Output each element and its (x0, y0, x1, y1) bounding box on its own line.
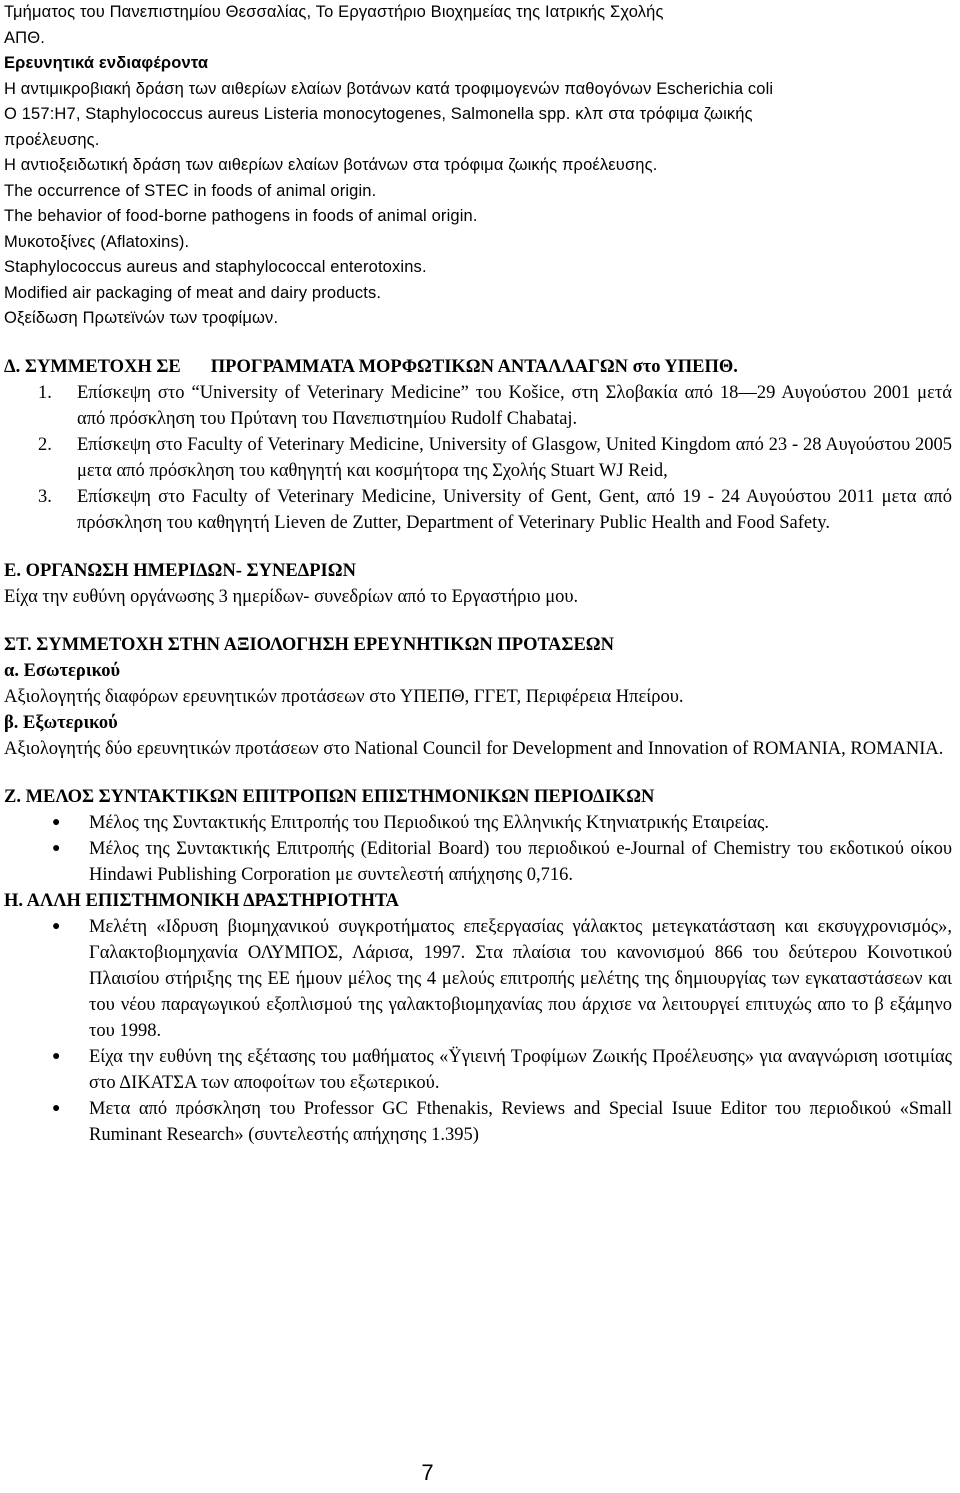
research-interests (4, 51, 952, 332)
page-number: 7 (421, 1460, 434, 1485)
intro-line: Τμήματος του Πανεπιστημίου Θεσσαλίας, Το Εργαστήριο Βιοχημείας της Ιατρικής Σχολής (4, 3, 664, 21)
bullet-icon: ● (52, 1048, 61, 1064)
research-line: Η αντιμικροβιακή δράση των αιθερίων ελαίων βοτάνων κατά τροφιμογενών παθογόνων Escherichia coli (4, 79, 774, 98)
section-d-label: Δ. ΣΥΜΜΕΤΟΧΗ ΣΕ (4, 356, 181, 377)
bullet-icon: ● (52, 814, 61, 830)
item-text: Επίσκεψη στο Faculty of Veterinary Medicine, University of Glasgow, United Kingdom από 23 - 28 Αυγούστου 2005 μετα από πρόσκληση του καθηγητή και κοσμήτορα της Σχολής Stuart WJ Reid, (77, 434, 952, 481)
intro-line: ΑΠΘ. (4, 28, 45, 47)
exchange-visits-list (4, 380, 952, 536)
item-text: Επίσκεψη στο Faculty of Veterinary Medicine, University of Gent, Gent, από 19 - 24 Αυγούστου 2011 μετα από πρόσκληση του καθηγητή Lieven de Zutter, Department of Veterinary Public Health and Food Safety. (77, 486, 952, 533)
list-item (4, 836, 952, 888)
list-item (4, 380, 952, 432)
list-item (4, 1096, 952, 1148)
research-line: Η αντιοξειδωτική δράση των αιθερίων ελαίων βοτάνων στα τρόφιμα ζωικής προέλευσης. (4, 156, 658, 174)
item-number: 1. (38, 382, 52, 403)
research-line: Μυκοτοξίνες (Aflatoxins). (4, 232, 190, 251)
research-line: προέλευσης. (4, 130, 100, 149)
section-z-heading: Ζ. ΜΕΛΟΣ ΣΥΝΤΑΚΤΙΚΩΝ ΕΠΙΤΡΟΠΩΝ ΕΠΙΣΤΗΜΟΝΙΚΩΝ ΠΕΡΙΟΔΙΚΩΝ (4, 786, 655, 807)
section-e-text: Είχα την ευθύνη οργάνωσης 3 ημερίδων- συνεδρίων από το Εργαστήριο μου. (4, 586, 579, 607)
item-number: 3. (38, 486, 52, 507)
list-item (4, 914, 952, 1044)
research-line: Modified air packaging of meat and dairy products. (4, 283, 382, 302)
section-d-title: ΠΡΟΓΡΑΜΜΑΤΑ ΜΟΡΦΩΤΙΚΩΝ ΑΝΤΑΛΛΑΓΩΝ στο ΥΠΕΠΘ. (210, 356, 738, 377)
section-d-heading (4, 354, 952, 380)
item-text: Μέλος της Συντακτικής Επιτροπής του Περιοδικού της Ελληνικής Κτηνιατρικής Εταιρείας. (89, 812, 769, 833)
research-line: Οξείδωση Πρωτεϊνών των τροφίμων. (4, 309, 279, 327)
internal-subheading: α. Εσωτερικού (4, 660, 121, 681)
research-line: The occurrence of STEC in foods of animal origin. (4, 181, 377, 200)
item-text: Είχα την ευθύνη της εξέτασης του μαθήματος «Ϋγιεινή Τροφίμων Ζωικής Προέλευσης» για αναγνώριση ισοτιμίας στο ΔΙΚΑΤΣΑ των αποφοίτων του εξωτερικού. (89, 1046, 952, 1093)
bullet-icon: ● (52, 840, 61, 856)
editorial-boards-list (4, 810, 952, 888)
list-item (4, 484, 952, 536)
external-text: Αξιολογητής δύο ερευνητικών προτάσεων στο National Council for Development and Innovation of ROMANIA, ROMANIA. (4, 738, 944, 759)
item-text: Μετα από πρόσκληση του Professor GC Fthenakis, Reviews and Special Isuue Editor του περιοδικού «Small Ruminant Research» (συντελεστής απήχησης 1.395) (89, 1098, 952, 1145)
item-text: Μελέτη «Ιδρυση βιομηχανικού συγκροτήματος επεξεργασίας γάλακτος μετεγκατάσταση και εκσυγχρονισμός», Γαλακτοβιομηχανία ΟΛΥΜΠΟΣ, Λάρισα, 1997. Στα πλαίσια του κανονισμού 866 του δεύτερου Κοινοτικού Πλαισίου στήριξης της ΕΕ ήμουν μέλος της 4 μελούς επιτροπής μελέτης της δημιουργίας των εγκαταστάσεων και του νέου παραγωγικού εξοπλισμού της γαλακτοβιομηχανίας που άρχισε να λειτουργεί επιτυχώς απο το β εξάμηνο του 1998. (89, 916, 952, 1041)
item-number: 2. (38, 434, 52, 455)
other-activity-list (4, 914, 952, 1148)
document-body (4, 0, 952, 1148)
bullet-icon: ● (52, 918, 61, 934)
intro-paragraph (4, 0, 952, 51)
research-line: Staphylococcus aureus and staphylococcal enterotoxins. (4, 258, 427, 276)
section-st-heading: ΣΤ. ΣΥΜΜΕΤΟΧΗ ΣΤΗΝ ΑΞΙΟΛΟΓΗΣΗ ΕΡΕΥΝΗΤΙΚΩΝ ΠΡΟΤΑΣΕΩΝ (4, 634, 614, 655)
internal-text: Αξιολογητής διαφόρων ερευνητικών προτάσεων στο ΥΠΕΠΘ, ΓΓΕΤ, Περιφέρεια Ηπείρου. (4, 686, 684, 707)
research-line: The behavior of food-borne pathogens in foods of animal origin. (4, 207, 478, 225)
list-item (4, 1044, 952, 1096)
research-interests-title: Ερευνητικά ενδιαφέροντα (4, 54, 209, 72)
item-text: Μέλος της Συντακτικής Επιτροπής (Editorial Board) του περιοδικού e-Journal of Chemistry του εκδοτικού οίκου Hindawi Publishing Corporation με συντελεστή απήχησης 0,716. (89, 838, 952, 885)
research-line: O 157:H7, Staphylococcus aureus Listeria monocytogenes, Salmonella spp. κλπ στα τρόφιμα ζωικής (4, 105, 753, 123)
section-h-heading: Η. ΑΛΛΗ ΕΠΙΣΤΗΜΟΝΙΚΗ ΔΡΑΣΤΗΡΙΟΤΗΤΑ (4, 890, 399, 911)
external-subheading: β. Εξωτερικού (4, 712, 118, 733)
item-text: Επίσκεψη στο “University of Veterinary Medicine” του Košice, στη Σλοβακία από 18—29 Αυγούστου 2001 μετά από πρόσκληση του Πρύτανη του Πανεπιστημίου Rudolf Chabataj. (77, 382, 952, 429)
section-e-heading: Ε. ΟΡΓΑΝΩΣΗ ΗΜΕΡΙΔΩΝ- ΣΥΝΕΔΡΙΩΝ (4, 560, 356, 581)
list-item (4, 810, 952, 836)
bullet-icon: ● (52, 1100, 61, 1116)
list-item (4, 432, 952, 484)
